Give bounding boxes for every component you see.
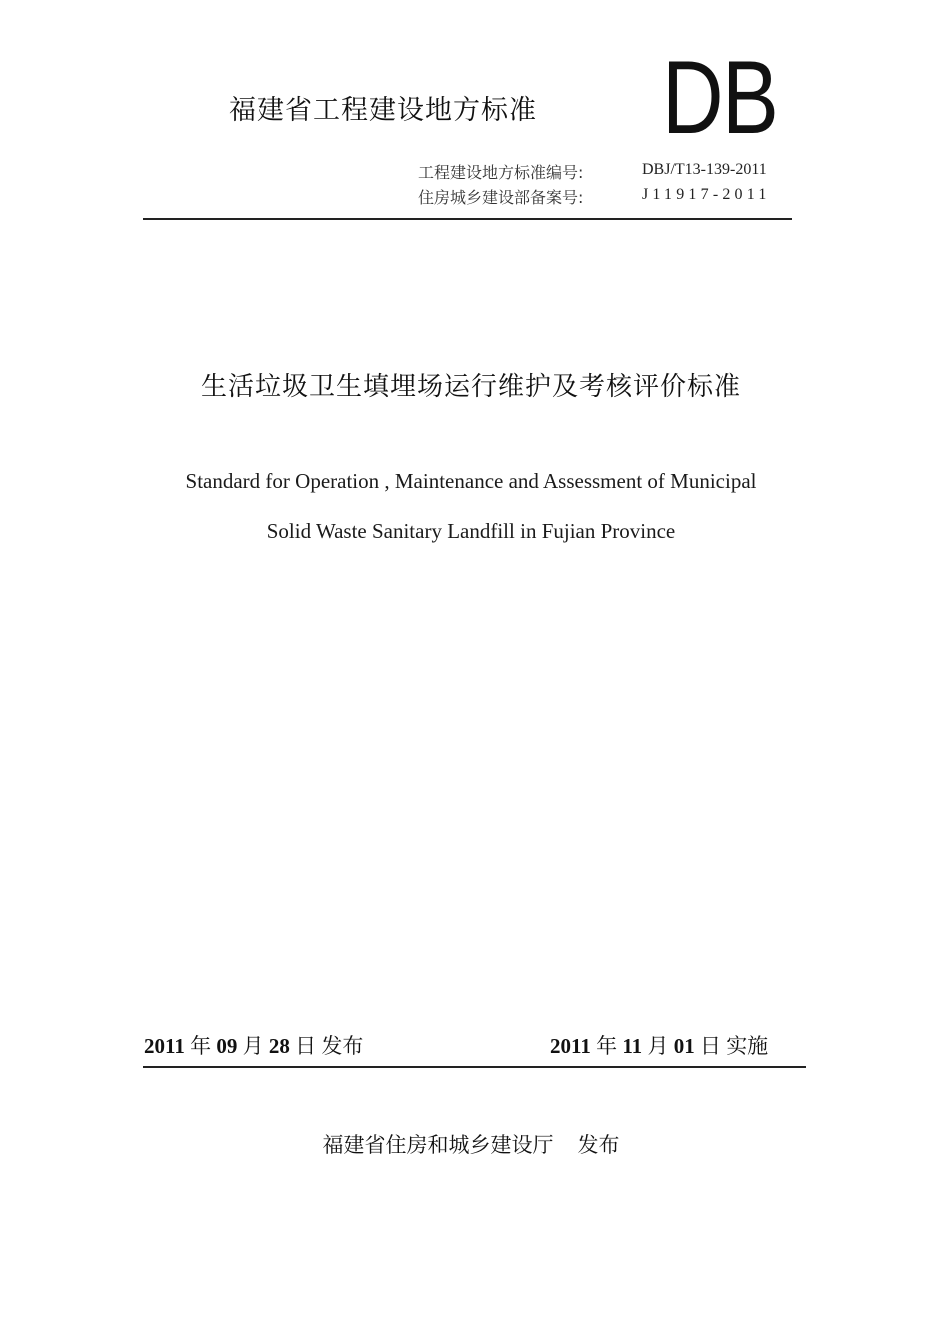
issue-month-unit: 月 <box>242 1034 264 1058</box>
issue-day: 28 <box>268 1034 290 1058</box>
record-number-value: J11917-2011 <box>642 186 771 203</box>
record-number-label: 住房城乡建设部备案号: <box>418 188 584 207</box>
effective-month-unit: 月 <box>647 1034 669 1058</box>
effective-day: 01 <box>673 1034 695 1058</box>
standard-number-value: DBJ/T13-139-2011 <box>642 161 767 178</box>
effective-year-unit: 年 <box>596 1034 618 1058</box>
effective-date <box>550 1030 768 1060</box>
header-title: 福建省工程建设地方标准 <box>229 95 537 126</box>
issue-action: 发布 <box>321 1034 364 1058</box>
issuer-name: 福建省住房和城乡建设厅 <box>322 1133 554 1157</box>
header-divider <box>143 218 792 220</box>
effective-year: 2011 <box>550 1034 591 1058</box>
effective-month: 11 <box>622 1034 643 1058</box>
document-title-chinese: 生活垃圾卫生填埋场运行维护及考核评价标准 <box>200 372 741 402</box>
document-title-english-line-2: Solid Waste Sanitary Landfill in Fujian Province <box>266 519 676 543</box>
issue-year: 2011 <box>144 1034 185 1058</box>
standard-number-label: 工程建设地方标准编号: <box>418 163 584 182</box>
effective-action: 实施 <box>726 1034 769 1058</box>
issue-month: 09 <box>216 1034 238 1058</box>
issue-date <box>144 1030 363 1060</box>
issue-day-unit: 日 <box>295 1034 317 1058</box>
issuer-action: 发布 <box>577 1133 620 1157</box>
issue-year-unit: 年 <box>190 1034 212 1058</box>
effective-day-unit: 日 <box>699 1034 721 1058</box>
db-standard-mark: DB <box>662 40 778 156</box>
dates-divider <box>143 1066 806 1068</box>
issuer <box>0 1129 942 1159</box>
document-title-english-line-1: Standard for Operation , Maintenance and Assessment of Municipal <box>185 469 757 493</box>
